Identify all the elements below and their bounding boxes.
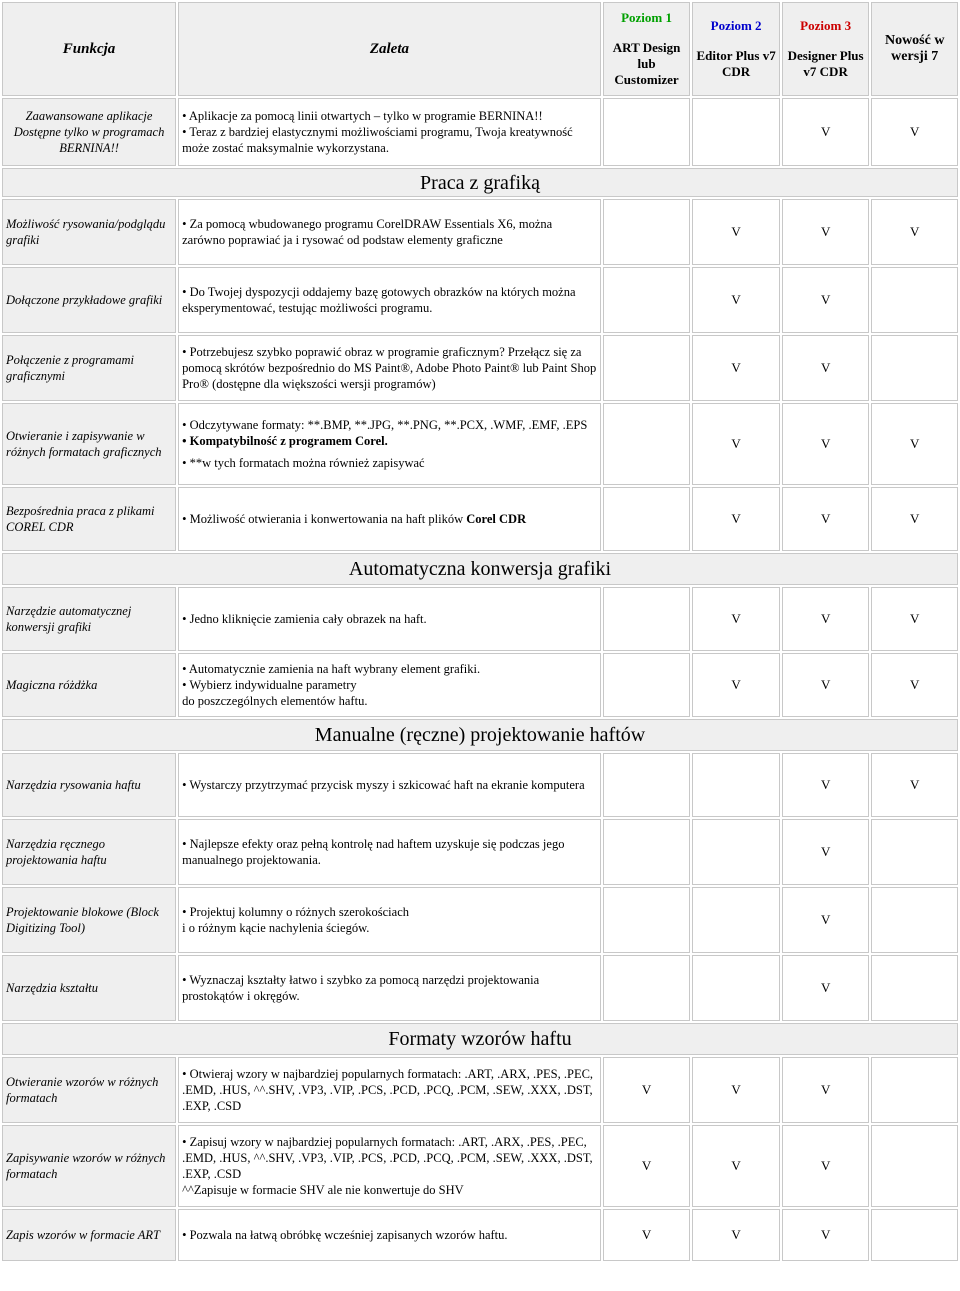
mark-level3: V bbox=[782, 267, 870, 333]
table-row bbox=[2, 819, 958, 885]
mark-level2: V bbox=[692, 1057, 780, 1123]
feature-cell: Możliwość rysowania/podglądu grafiki bbox=[2, 199, 176, 265]
advantage-cell: • Jedno kliknięcie zamienia cały obrazek na haft. bbox=[178, 587, 601, 651]
mark-level1 bbox=[603, 199, 691, 265]
section-title: Manualne (ręczne) projektowanie haftów bbox=[2, 719, 958, 751]
feature-cell: Zapisywanie wzorów w różnych formatach bbox=[2, 1125, 176, 1207]
table-row bbox=[2, 98, 958, 166]
mark-level1 bbox=[603, 403, 691, 485]
section-header bbox=[2, 719, 958, 751]
mark-level3: V bbox=[782, 199, 870, 265]
mark-level3: V bbox=[782, 335, 870, 401]
mark-level3: V bbox=[782, 819, 870, 885]
advantage-cell: • Do Twojej dyspozycji oddajemy bazę gotowych obrazków na których można eksperymentować, testując możliwości programu. bbox=[178, 267, 601, 333]
mark-level1 bbox=[603, 819, 691, 885]
mark-level2 bbox=[692, 98, 780, 166]
section-title: Formaty wzorów haftu bbox=[2, 1023, 958, 1055]
section-header bbox=[2, 1023, 958, 1055]
mark-level3: V bbox=[782, 1125, 870, 1207]
mark-level3: V bbox=[782, 887, 870, 953]
feature-cell: Magiczna różdżka bbox=[2, 653, 176, 717]
mark-level3: V bbox=[782, 653, 870, 717]
header-new: Nowość w wersji 7 bbox=[871, 2, 958, 96]
advantage-cell: • Najlepsze efekty oraz pełną kontrolę nad haftem uzyskuje się podczas jego manualnego projektowania. bbox=[178, 819, 601, 885]
section-title: Automatyczna konwersja grafiki bbox=[2, 553, 958, 585]
mark-new bbox=[871, 267, 958, 333]
table-row bbox=[2, 267, 958, 333]
level2-title: Poziom 2 bbox=[710, 18, 762, 33]
mark-level2: V bbox=[692, 587, 780, 651]
advantage-cell: • Potrzebujesz szybko poprawić obraz w programie graficznym? Przełącz się za pomocą skrótów bezpośrednio do MS Paint®, Adobe Photo Paint® lub Paint Shop Pro® (dostępne dla większości wersji programów) bbox=[178, 335, 601, 401]
mark-level2: V bbox=[692, 199, 780, 265]
mark-level2 bbox=[692, 819, 780, 885]
mark-level1 bbox=[603, 335, 691, 401]
advantage-cell: • Automatycznie zamienia na haft wybrany element grafiki. • Wybierz indywidualne parametry do poszczególnych elementów haftu. bbox=[178, 653, 601, 717]
table-row bbox=[2, 587, 958, 651]
mark-level1 bbox=[603, 587, 691, 651]
mark-level3: V bbox=[782, 587, 870, 651]
advantage-cell: • Możliwość otwierania i konwertowania na haft plików Corel CDR bbox=[178, 487, 601, 551]
mark-level3: V bbox=[782, 98, 870, 166]
level2-name: Editor Plus v7 CDR bbox=[696, 48, 776, 79]
mark-level2 bbox=[692, 887, 780, 953]
mark-level2: V bbox=[692, 487, 780, 551]
mark-level1 bbox=[603, 487, 691, 551]
advantage-cell: • Otwieraj wzory w najbardziej popularnych formatach: .ART, .ARX, .PES, .PEC, .EMD, .HUS, ^^.SHV, .VP3, .VIP, .PCS, .PCD, .PCQ, .PCM, .SEW, .XXX, .DST, .EXP, .CSD bbox=[178, 1057, 601, 1123]
mark-level2: V bbox=[692, 1209, 780, 1261]
feature-cell: Połączenie z programami graficznymi bbox=[2, 335, 176, 401]
mark-new bbox=[871, 1125, 958, 1207]
advantage-cell: • Wyznaczaj kształty łatwo i szybko za pomocą narzędzi projektowania prostokątów i okręgów. bbox=[178, 955, 601, 1021]
feature-cell: Bezpośrednia praca z plikami COREL CDR bbox=[2, 487, 176, 551]
mark-level3: V bbox=[782, 955, 870, 1021]
advantage-cell: • Za pomocą wbudowanego programu CorelDRAW Essentials X6, można zarówno poprawiać ja i rysować od podstaw elementy graficzne bbox=[178, 199, 601, 265]
mark-new: V bbox=[871, 587, 958, 651]
advantage-cell: • Projektuj kolumny o różnych szerokościach i o różnym kącie nachylenia ściegów. bbox=[178, 887, 601, 953]
table-row bbox=[2, 199, 958, 265]
feature-cell: Projektowanie blokowe (Block Digitizing Tool) bbox=[2, 887, 176, 953]
table-row bbox=[2, 487, 958, 551]
table-row bbox=[2, 653, 958, 717]
mark-level3: V bbox=[782, 1209, 870, 1261]
table-row bbox=[2, 1057, 958, 1123]
header-level3 bbox=[782, 2, 870, 96]
mark-level2: V bbox=[692, 403, 780, 485]
feature-cell: Zapis wzorów w formacie ART bbox=[2, 1209, 176, 1261]
header-level2 bbox=[692, 2, 780, 96]
mark-level1: V bbox=[603, 1057, 691, 1123]
mark-level2: V bbox=[692, 335, 780, 401]
mark-new bbox=[871, 887, 958, 953]
mark-level1: V bbox=[603, 1125, 691, 1207]
advantage-cell: • Odczytywane formaty: **.BMP, **.JPG, **.PNG, **.PCX, .WMF, .EMF, .EPS • Kompatybilność z programem Corel. • **w tych formatach można również zapisywać bbox=[178, 403, 601, 485]
mark-level2: V bbox=[692, 653, 780, 717]
table-row bbox=[2, 955, 958, 1021]
mark-level3: V bbox=[782, 487, 870, 551]
advantage-cell: • Pozwala na łatwą obróbkę wcześniej zapisanych wzorów haftu. bbox=[178, 1209, 601, 1261]
table-row bbox=[2, 403, 958, 485]
mark-level3: V bbox=[782, 753, 870, 817]
mark-new bbox=[871, 819, 958, 885]
mark-level2: V bbox=[692, 267, 780, 333]
table-row bbox=[2, 1125, 958, 1207]
mark-new bbox=[871, 955, 958, 1021]
mark-level2 bbox=[692, 955, 780, 1021]
feature-cell: Otwieranie i zapisywanie w różnych formatach graficznych bbox=[2, 403, 176, 485]
section-header bbox=[2, 553, 958, 585]
table-row bbox=[2, 753, 958, 817]
mark-level1 bbox=[603, 267, 691, 333]
header-row bbox=[2, 2, 958, 96]
mark-level3: V bbox=[782, 1057, 870, 1123]
feature-cell: Zaawansowane aplikacje Dostępne tylko w programach BERNINA!! bbox=[2, 98, 176, 166]
table-row bbox=[2, 887, 958, 953]
advantage-cell: • Aplikacje za pomocą linii otwartych – tylko w programie BERNINA!! • Teraz z bardziej elastycznymi możliwościami programu, Twoja kreatywność może zostać maksymalnie wykorzystana. bbox=[178, 98, 601, 166]
feature-cell: Dołączone przykładowe grafiki bbox=[2, 267, 176, 333]
header-funkcja: Funkcja bbox=[2, 2, 176, 96]
feature-cell: Narzędzia ręcznego projektowania haftu bbox=[2, 819, 176, 885]
mark-level2 bbox=[692, 753, 780, 817]
header-level1 bbox=[603, 2, 691, 96]
mark-level1 bbox=[603, 98, 691, 166]
feature-cell: Otwieranie wzorów w różnych formatach bbox=[2, 1057, 176, 1123]
section-header bbox=[2, 168, 958, 197]
mark-new: V bbox=[871, 487, 958, 551]
mark-new: V bbox=[871, 653, 958, 717]
feature-cell: Narzędzia rysowania haftu bbox=[2, 753, 176, 817]
advantage-cell: • Wystarczy przytrzymać przycisk myszy i szkicować haft na ekranie komputera bbox=[178, 753, 601, 817]
table-row bbox=[2, 1209, 958, 1261]
mark-level2: V bbox=[692, 1125, 780, 1207]
feature-cell: Narzędzia kształtu bbox=[2, 955, 176, 1021]
mark-level3: V bbox=[782, 403, 870, 485]
header-zaleta: Zaleta bbox=[178, 2, 601, 96]
mark-level1 bbox=[603, 887, 691, 953]
mark-new: V bbox=[871, 98, 958, 166]
section-title: Praca z grafiką bbox=[2, 168, 958, 197]
mark-new: V bbox=[871, 753, 958, 817]
table-row bbox=[2, 335, 958, 401]
mark-level1 bbox=[603, 653, 691, 717]
mark-new: V bbox=[871, 199, 958, 265]
mark-new bbox=[871, 335, 958, 401]
mark-new bbox=[871, 1057, 958, 1123]
feature-cell: Narzędzie automatycznej konwersji grafiki bbox=[2, 587, 176, 651]
advantage-cell: • Zapisuj wzory w najbardziej popularnych formatach: .ART, .ARX, .PES, .PEC, .EMD, .HUS, ^^.SHV, .VP3, .VIP, .PCS, .PCD, .PCQ, .PCM, .SEW, .XXX, .DST, .EXP, .CSD ^^Zapisuje w formacie SHV ale nie konwertuje do SHV bbox=[178, 1125, 601, 1207]
mark-level1 bbox=[603, 955, 691, 1021]
level3-name: Designer Plus v7 CDR bbox=[787, 48, 864, 79]
level1-name: ART Design lub Customizer bbox=[612, 40, 681, 87]
mark-level1 bbox=[603, 753, 691, 817]
mark-level1: V bbox=[603, 1209, 691, 1261]
level1-title: Poziom 1 bbox=[621, 10, 672, 25]
mark-new bbox=[871, 1209, 958, 1261]
level3-title: Poziom 3 bbox=[800, 18, 852, 33]
mark-new: V bbox=[871, 403, 958, 485]
